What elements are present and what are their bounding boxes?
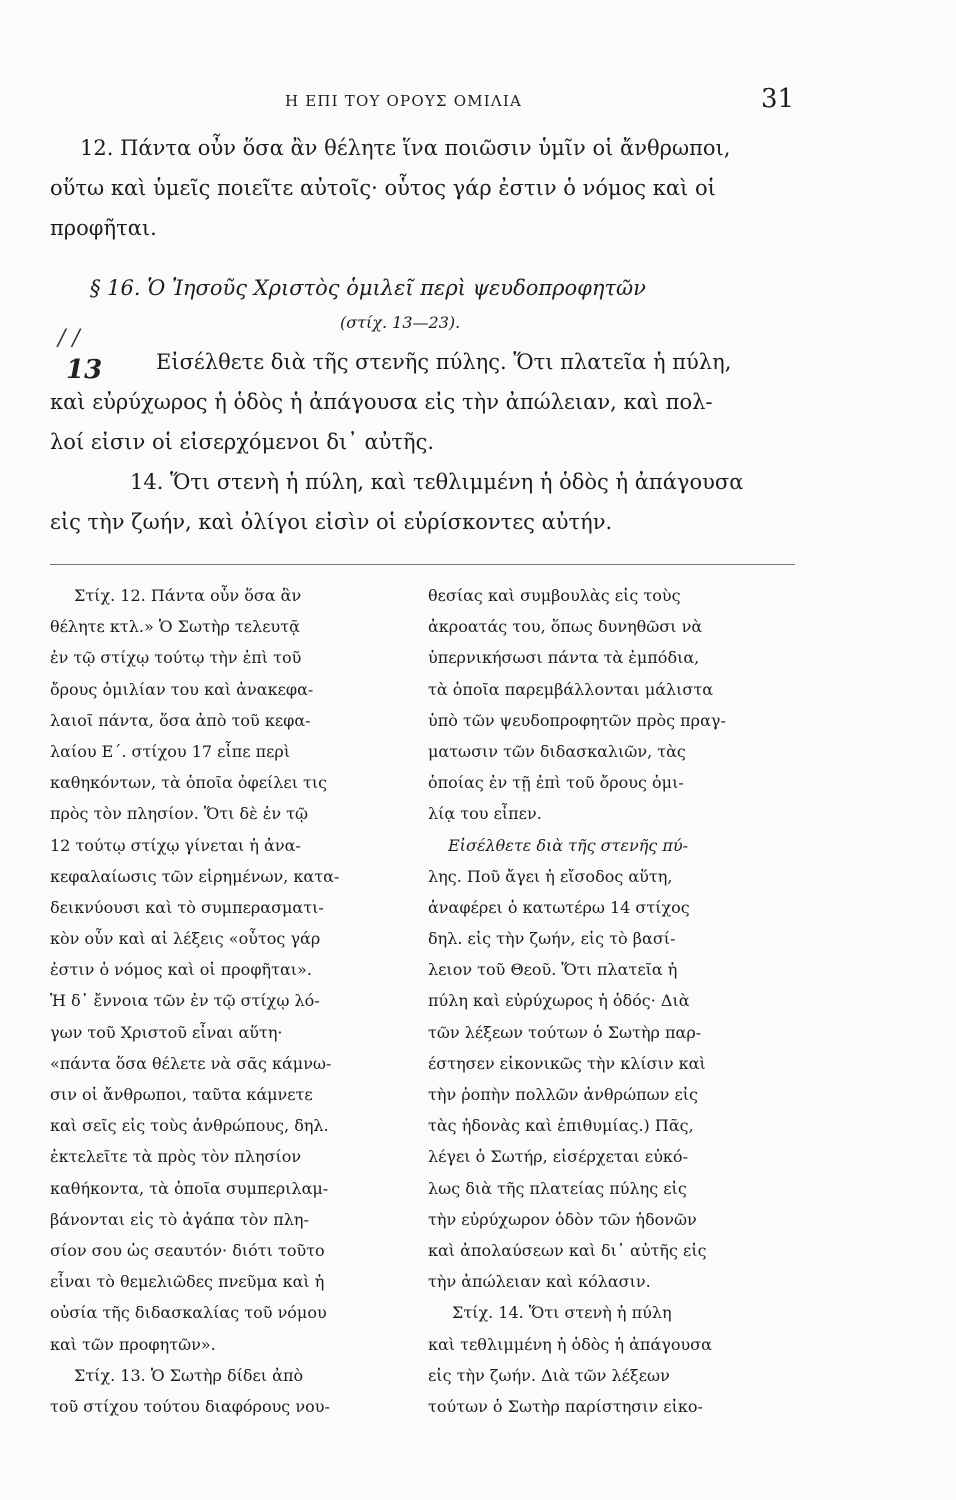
commentary-line: λως διὰ τῆς πλατείας πύλης εἰς: [428, 1178, 687, 1198]
commentary-line: Στίχ. 13. Ὁ Σωτὴρ δίδει ἀπὸ: [74, 1365, 304, 1385]
verse-14-line: 14. Ὅτι στενὴ ἡ πύλη, καὶ τεθλιμμένη ἡ ὁδὸς ἡ ἀπάγουσα: [130, 470, 744, 494]
verse-13-line: καὶ εὐρύχωρος ἡ ὁδὸς ἡ ἀπάγουσα εἰς τὴν ἀπώλειαν, καὶ πολ-: [50, 390, 713, 414]
commentary-line: ὄρους ὁμιλίαν του καὶ ἀνακεφα-: [50, 679, 314, 699]
running-head: [0, 84, 956, 116]
commentary-line: ὁποίας ἐν τῇ ἐπὶ τοῦ ὄρους ὁμι-: [428, 773, 684, 793]
commentary-line: Εἰσέλθετε διὰ τῆς στενῆς πύ-: [448, 835, 688, 855]
commentary-line: τούτων ὁ Σωτὴρ παρίστησιν εἰκο-: [428, 1396, 703, 1416]
commentary-line: οὐσία τῆς διδασκαλίας τοῦ νόμου: [50, 1303, 327, 1323]
commentary-line: Στίχ. 14. Ὅτι στενὴ ἡ πύλη: [452, 1303, 672, 1323]
footnote-divider: [50, 564, 795, 565]
page-number: 31: [761, 84, 795, 114]
commentary-line: ματωσιν τῶν διδασκαλιῶν, τὰς: [428, 741, 686, 761]
commentary-line: λαίου Ε΄. στίχου 17 εἶπε περὶ: [50, 741, 291, 761]
commentary-line: καθηκόντων, τὰ ὁποῖα ὀφείλει τις: [50, 773, 328, 793]
commentary-line: τῶν λέξεων τούτων ὁ Σωτὴρ παρ-: [428, 1022, 702, 1042]
commentary-line: τὴν ῥοπὴν πολλῶν ἀνθρώπων εἰς: [428, 1085, 699, 1104]
commentary-line: λειον τοῦ Θεοῦ. Ὅτι πλατεῖα ἡ: [428, 960, 678, 980]
commentary-line: γων τοῦ Χριστοῦ εἶναι αὕτη·: [50, 1022, 283, 1042]
commentary-line: καθήκοντα, τὰ ὁποῖα συμπεριλαμ-: [50, 1178, 329, 1198]
commentary-line: ἐκτελεῖτε τὰ πρὸς τὸν πλησίον: [50, 1147, 302, 1167]
verse-12-line: οὕτω καὶ ὑμεῖς ποιεῖτε αὐτοῖς· οὗτος γάρ ἐστιν ὁ νόμος καὶ οἱ: [50, 176, 716, 200]
commentary-line: σιν οἱ ἄνθρωποι, ταῦτα κάμνετε: [50, 1085, 313, 1104]
commentary-line: Ἡ δ᾽ ἔννοια τῶν ἐν τῷ στίχῳ λό-: [50, 991, 320, 1011]
commentary-line: σίον σου ὡς σεαυτόν· διότι τοῦτο: [50, 1240, 325, 1260]
commentary-right-column: [428, 580, 796, 1422]
commentary-line: λίᾳ του εἶπεν.: [428, 804, 542, 824]
commentary-line: πρὸς τὸν πλησίον. Ὅτι δὲ ἐν τῷ: [50, 804, 309, 824]
commentary-line: καὶ τῶν προφητῶν».: [50, 1334, 216, 1354]
commentary-line: ἐν τῷ στίχῳ τούτῳ τὴν ἐπὶ τοῦ: [50, 648, 302, 668]
commentary-line: λαιοῖ πάντα, ὅσα ἀπὸ τοῦ κεφα-: [50, 710, 311, 730]
commentary-line: ἐστιν ὁ νόμος καὶ οἱ προφῆται».: [50, 960, 312, 980]
commentary-line: θεσίας καὶ συμβουλὰς εἰς τοὺς: [428, 586, 681, 605]
commentary-line: τὰς ἡδονὰς καὶ ἐπιθυμίας.) Πᾶς,: [428, 1116, 694, 1136]
commentary-line: έστησεν εἰκονικῶς τὴν κλίσιν καὶ: [428, 1053, 706, 1073]
verse-13-line: λοί εἰσιν οἱ εἰσερχόμενοι δι᾽ αὐτῆς.: [50, 430, 435, 454]
section-heading: § 16. Ὁ Ἰησοῦς Χριστὸς ὁμιλεῖ περὶ ψευδοπροφητῶν: [90, 276, 646, 300]
verse-12-line: 12. Πάντα οὖν ὅσα ἂν θέλητε ἵνα ποιῶσιν ὑμῖν οἱ ἄνθρωποι,: [80, 136, 731, 160]
commentary-line: καὶ ἀπολαύσεων καὶ δι᾽ αὐτῆς εἰς: [428, 1240, 707, 1260]
commentary-line: καὶ σεῖς εἰς τοὺς ἀνθρώπους, δηλ.: [50, 1116, 329, 1136]
commentary-line: καὶ τεθλιμμένη ἡ ὁδὸς ἡ ἀπάγουσα: [428, 1334, 712, 1354]
commentary-line: τοῦ στίχου τούτου διαφόρους νου-: [50, 1396, 330, 1416]
commentary-line: θέλητε κτλ.» Ὁ Σωτὴρ τελευτᾷ: [50, 617, 300, 637]
commentary-line: τὰ ὁποῖα παρεμβάλλονται μάλιστα: [428, 679, 714, 699]
commentary-line: τὴν ἀπώλειαν καὶ κόλασιν.: [428, 1272, 651, 1292]
verse-13-line: Εἰσέλθετε διὰ τῆς στενῆς πύλης. Ὅτι πλατεῖα ἡ πύλη,: [156, 350, 732, 374]
main-text: [50, 128, 795, 542]
commentary-line: τὴν εὐρύχωρον ὁδὸν τῶν ἡδονῶν: [428, 1209, 697, 1229]
commentary-line: δεικνύουσι καὶ τὸ συμπερασματι-: [50, 897, 324, 917]
commentary-line: ἀναφέρει ὁ κατωτέρω 14 στίχος: [428, 897, 690, 917]
commentary-line: κεφαλαίωσις τῶν εἰρημένων, κατα-: [50, 866, 340, 886]
commentary-line: 12 τούτῳ στίχῳ γίνεται ἡ ἀνα-: [50, 835, 301, 855]
verse-12-line: προφῆται.: [50, 216, 157, 240]
commentary-left-column: [50, 580, 392, 1422]
commentary-line: πύλη καὶ εὐρύχωρος ἡ ὁδός· Διὰ: [428, 991, 690, 1011]
handwritten-slash-mark: / /: [58, 326, 80, 351]
commentary-line: «πάντα ὅσα θέλετε νὰ σᾶς κάμνω-: [50, 1053, 332, 1073]
commentary-line: εἰς τὴν ζωήν. Διὰ τῶν λέξεων: [428, 1365, 670, 1385]
commentary-line: λέγει ὁ Σωτήρ, εἰσέρχεται εὐκό-: [428, 1147, 688, 1167]
commentary-line: κὸν οὖν καὶ αἱ λέξεις «οὗτος γάρ: [50, 929, 321, 949]
running-title: Η ΕΠΙ ΤΟΥ ΟΡΟΥΣ ΟΜΙΛΙΑ: [285, 92, 523, 110]
commentary-line: Στίχ. 12. Πάντα οὖν ὅσα ἂν: [74, 586, 302, 605]
commentary-line: ὑπὸ τῶν ψευδοπροφητῶν πρὸς πραγ-: [428, 710, 726, 730]
verse-14-line: εἰς τὴν ζωήν, καὶ ὀλίγοι εἰσὶν οἱ εὑρίσκοντες αὐτήν.: [50, 510, 613, 534]
commentary-line: εἶναι τὸ θεμελιῶδες πνεῦμα καὶ ἡ: [50, 1272, 325, 1292]
handwritten-verse-number: 13: [66, 355, 103, 385]
commentary-line: ἀκροατάς του, ὅπως δυνηθῶσι νὰ: [428, 617, 703, 637]
commentary-line: βάνονται εἰς τὸ ἀγάπα τὸν πλη-: [50, 1209, 309, 1229]
commentary-line: ὑπερνικήσωσι πάντα τὰ ἐμπόδια,: [428, 648, 700, 668]
section-subheading: (στίχ. 13—23).: [340, 313, 461, 332]
commentary-line: δηλ. εἰς τὴν ζωήν, εἰς τὸ βασί-: [428, 929, 676, 949]
commentary-line: λης. Ποῦ ἄγει ἡ εἴσοδος αὕτη,: [428, 866, 673, 886]
